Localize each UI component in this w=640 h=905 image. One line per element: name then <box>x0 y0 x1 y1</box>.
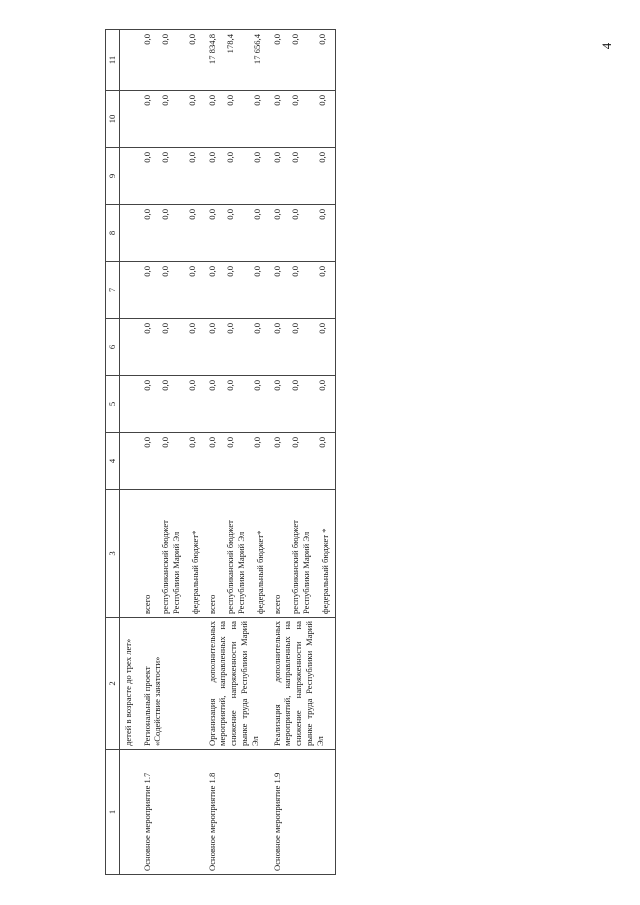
funding-sources <box>205 490 270 618</box>
source-republic: республиканский бюджет Республики Марий Эл <box>225 520 247 614</box>
value-cell: 0,0 0,0 0,0 <box>270 262 335 319</box>
column-header: 11 <box>106 30 120 91</box>
column-header: 3 <box>106 490 120 618</box>
column-header: 8 <box>106 205 120 262</box>
continuation-row <box>120 30 140 875</box>
value-cell: 0,0 0,0 0,0 <box>140 319 205 376</box>
rotated-table-wrapper <box>105 30 595 875</box>
column-number-header <box>106 30 120 875</box>
source-total: всего <box>141 594 152 614</box>
value-cell: 0,0 0,0 0,0 <box>140 205 205 262</box>
column-header: 1 <box>106 750 120 875</box>
measure-name: Основное мероприятие 1.8 <box>205 750 270 875</box>
table-row <box>270 30 335 875</box>
value-cell: 0,0 0,0 0,0 <box>140 262 205 319</box>
source-republic: республиканский бюджет Республики Марий Эл <box>160 520 182 614</box>
column-header: 2 <box>106 618 120 750</box>
source-total: всего <box>206 594 217 614</box>
value-cell: 0,0 0,0 0,0 <box>205 376 270 433</box>
column-header: 6 <box>106 319 120 376</box>
value-cell: 0,0 0,0 0,0 <box>270 205 335 262</box>
value-cell: 0,0 0,0 0,0 <box>140 376 205 433</box>
measure-description: Реализация дополнительных мероприятий, направленных на снижение напряженности на рынке труда Республики Марий Эл <box>270 618 335 750</box>
column-header: 10 <box>106 91 120 148</box>
source-federal: федеральный бюджет* <box>189 530 200 614</box>
value-cell: 0,0 0,0 0,0 <box>205 148 270 205</box>
column-header: 7 <box>106 262 120 319</box>
continuation-text: детей в возрасте до трех лет» <box>120 618 140 750</box>
measure-description: Организация дополнительных мероприятий, направленных на снижение напряженности на рынке труда Республики Марий Эл <box>205 618 270 750</box>
column-header: 4 <box>106 433 120 490</box>
measure-name: Основное мероприятие 1.7 <box>140 750 205 875</box>
value-cell: 0,0 0,0 0,0 <box>270 433 335 490</box>
measure-description: Региональный проект «Содействие занятости» <box>140 618 205 750</box>
value-cell: 0,0 0,0 0,0 <box>140 433 205 490</box>
table-row <box>140 30 205 875</box>
value-cell: 0,0 0,0 0,0 <box>270 148 335 205</box>
measure-name: Основное мероприятие 1.9 <box>270 750 335 875</box>
funding-sources <box>270 490 335 618</box>
source-total: всего <box>271 594 282 614</box>
value-cell: 0,0 0,0 0,0 <box>205 319 270 376</box>
column-header: 5 <box>106 376 120 433</box>
value-cell: 0,0 0,0 0,0 <box>270 30 335 91</box>
source-federal: федеральный бюджет * <box>319 528 330 614</box>
funding-sources <box>140 490 205 618</box>
value-cell: 0,0 0,0 0,0 <box>140 148 205 205</box>
source-federal: федеральный бюджет* <box>254 530 265 614</box>
value-cell: 0,0 0,0 0,0 <box>205 433 270 490</box>
value-cell: 0,0 0,0 0,0 <box>270 319 335 376</box>
value-cell: 0,0 0,0 0,0 <box>140 30 205 91</box>
table-row <box>205 30 270 875</box>
financing-table <box>105 29 336 875</box>
value-cell: 0,0 0,0 0,0 <box>205 91 270 148</box>
source-republic: республиканский бюджет Республики Марий Эл <box>290 520 312 614</box>
value-cell: 0,0 0,0 0,0 <box>205 262 270 319</box>
value-cell: 17 834,8 178,4 17 656,4 <box>205 30 270 91</box>
page-number: 4 <box>599 42 614 50</box>
value-cell: 0,0 0,0 0,0 <box>270 91 335 148</box>
column-header: 9 <box>106 148 120 205</box>
value-cell: 0,0 0,0 0,0 <box>270 376 335 433</box>
value-cell: 0,0 0,0 0,0 <box>205 205 270 262</box>
value-cell: 0,0 0,0 0,0 <box>140 91 205 148</box>
